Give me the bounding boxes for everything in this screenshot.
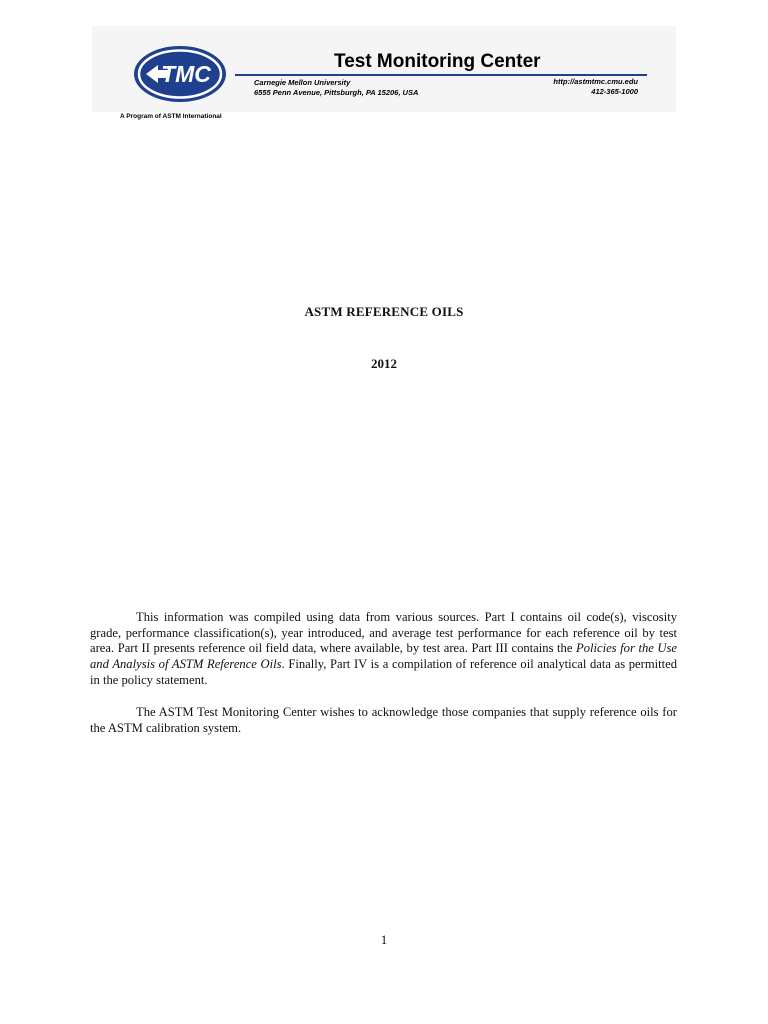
page-number: 1 [380,932,388,947]
letterhead [92,26,676,120]
intro-text-part1: This information was compiled using data from various sources. Part I contains oil code(s), viscosity grade, performance classification(s), year introduced, and average test performance for each reference oil by test area. Part II presents reference oil field data, where available, by test area. Part III contains the [90,610,677,656]
address-line-1: Carnegie Mellon University [254,78,351,87]
intro-text-part2: . Finally, Part IV is a compilation of reference oil analytical data as permitted in the policy statement. [90,657,678,687]
logo-caption: A Program of ASTM International [120,113,222,120]
website-link[interactable]: http://astmtmc.cmu.edu [553,77,638,86]
logo-text: TMC [161,61,211,87]
header-rule [235,74,647,76]
intro-paragraph [90,610,677,689]
tmc-logo-icon [132,44,228,106]
phone-number: 412-365-1000 [591,87,638,96]
organization-name: Test Monitoring Center [334,51,541,72]
tmc-logo [120,44,228,120]
document-year: 2012 [371,356,397,371]
address-line-2: 6555 Penn Avenue, Pittsburgh, PA 15206, USA [254,88,419,97]
policy-title: Policies for the Use and Analysis of ASTM Reference Oils [90,641,677,672]
acknowledgement-paragraph: The ASTM Test Monitoring Center wishes to acknowledge those companies that supply reference oils for the ASTM calibration system. [90,705,677,735]
document-title: ASTM REFERENCE OILS [304,304,464,319]
